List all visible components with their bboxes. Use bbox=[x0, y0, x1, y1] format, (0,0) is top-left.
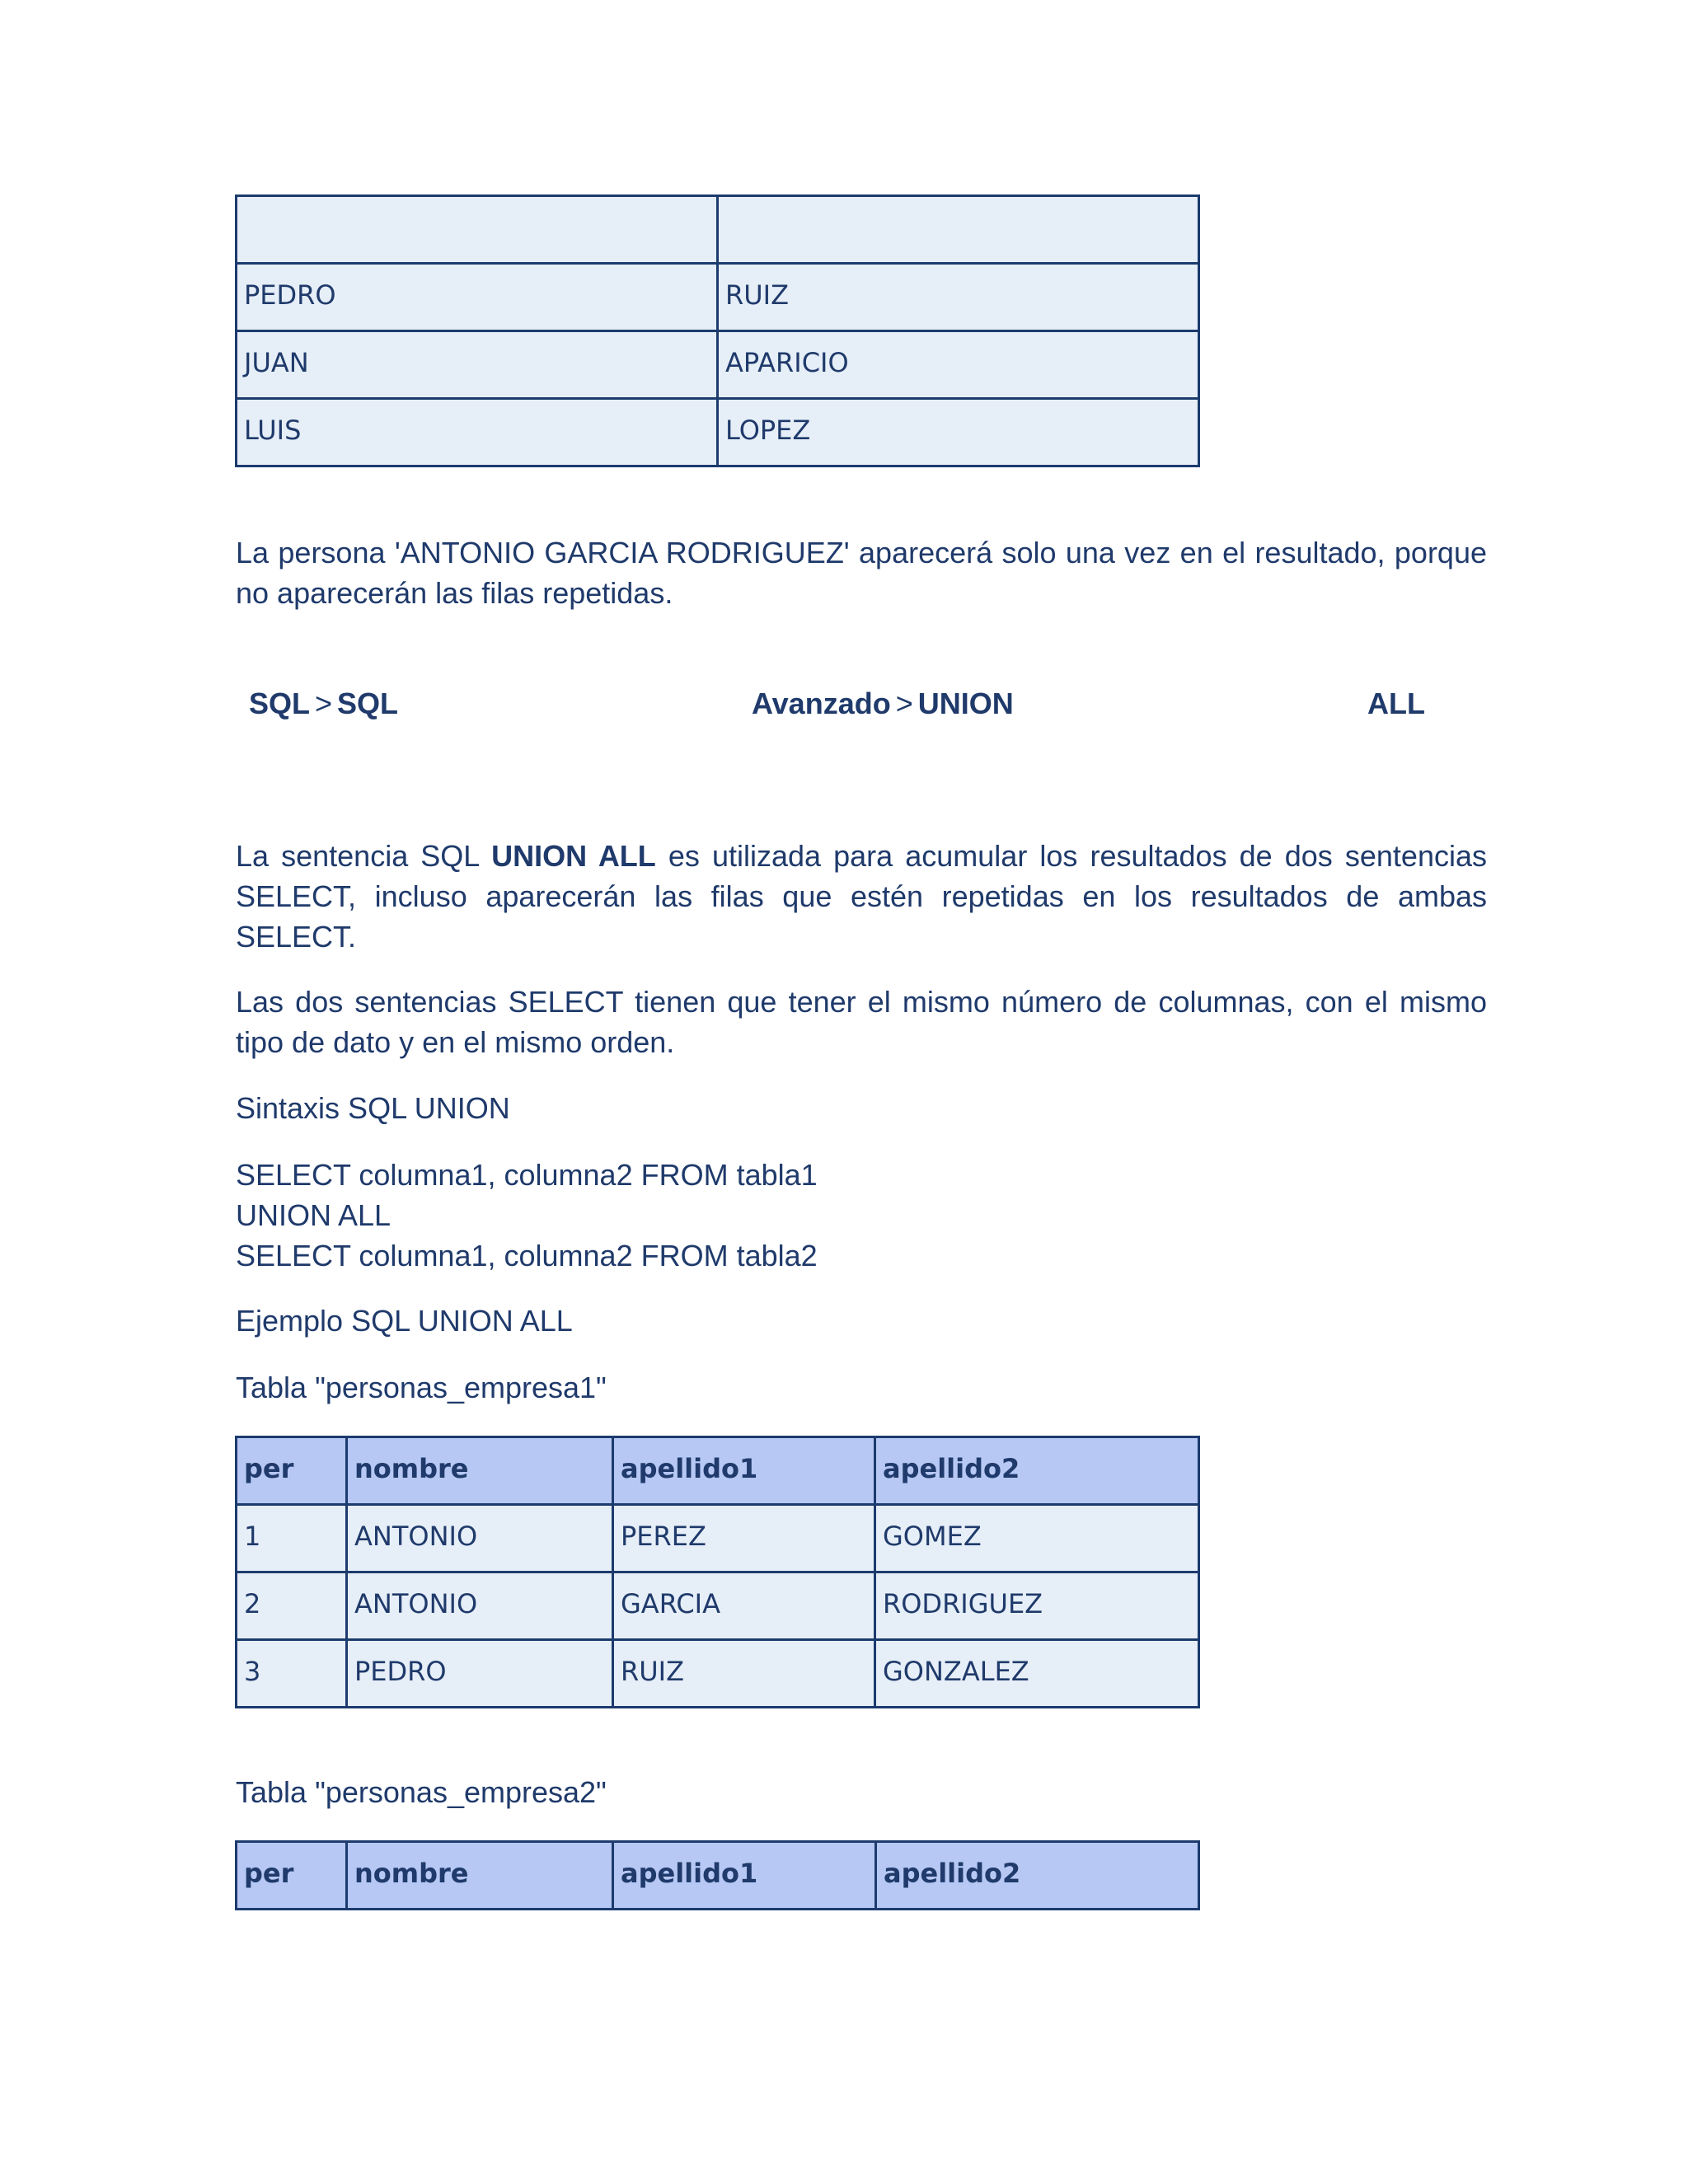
column-header: nombre bbox=[347, 1842, 613, 1910]
table-cell: PEDRO bbox=[347, 1640, 613, 1708]
table-cell bbox=[718, 196, 1199, 264]
table-row bbox=[237, 1640, 1199, 1708]
column-header: per bbox=[237, 1842, 347, 1910]
table-cell bbox=[237, 196, 718, 264]
table-cell: JUAN bbox=[237, 331, 718, 399]
table-row bbox=[237, 1505, 1199, 1572]
syntax-line: SELECT columna1, columna2 FROM tabla1 bbox=[236, 1158, 818, 1192]
breadcrumb-separator: > bbox=[315, 687, 333, 720]
column-header: per bbox=[237, 1437, 347, 1505]
intro-text-rest: es utilizada para acumular los resultados de dos sentencias SELECT, incluso aparecerán las filas que estén repetidas en los resultados de ambas SELECT. bbox=[236, 839, 1487, 954]
example-title: Ejemplo SQL UNION ALL bbox=[236, 1304, 573, 1338]
table-cell: RUIZ bbox=[613, 1640, 875, 1708]
table-cell: RODRIGUEZ bbox=[875, 1572, 1199, 1640]
syntax-title: Sintaxis SQL UNION bbox=[236, 1091, 510, 1125]
breadcrumb-item: ALL bbox=[1367, 687, 1425, 720]
table-cell: APARICIO bbox=[718, 331, 1199, 399]
table-cell: 2 bbox=[237, 1572, 347, 1640]
table-cell: PEDRO bbox=[237, 264, 718, 331]
result-table bbox=[235, 194, 1200, 467]
breadcrumb-separator: > bbox=[895, 687, 913, 720]
personas-empresa2-table bbox=[235, 1840, 1200, 1910]
intro-paragraph bbox=[236, 836, 1487, 957]
breadcrumb-item: Avanzado bbox=[752, 687, 891, 720]
table-row bbox=[237, 331, 1199, 399]
table-row bbox=[237, 196, 1199, 264]
breadcrumb-start bbox=[249, 687, 398, 721]
breadcrumb-end bbox=[1367, 687, 1425, 721]
table-cell: LUIS bbox=[237, 399, 718, 466]
table-row bbox=[237, 1572, 1199, 1640]
breadcrumb-middle bbox=[752, 687, 1014, 721]
table2-caption: Tabla "personas_empresa2" bbox=[236, 1775, 607, 1809]
table-cell: ANTONIO bbox=[347, 1505, 613, 1572]
table-cell: ANTONIO bbox=[347, 1572, 613, 1640]
table-cell: GARCIA bbox=[613, 1572, 875, 1640]
table-cell: PEREZ bbox=[613, 1505, 875, 1572]
column-header: apellido1 bbox=[613, 1842, 876, 1910]
table-row bbox=[237, 264, 1199, 331]
breadcrumb-item: SQL bbox=[337, 687, 399, 720]
table-cell: RUIZ bbox=[718, 264, 1199, 331]
table-cell: GOMEZ bbox=[875, 1505, 1199, 1572]
table-cell: 3 bbox=[237, 1640, 347, 1708]
column-header: nombre bbox=[347, 1437, 613, 1505]
column-header: apellido2 bbox=[876, 1842, 1199, 1910]
breadcrumb-item: UNION bbox=[917, 687, 1014, 720]
intro-text: La sentencia SQL bbox=[236, 839, 492, 873]
note-paragraph: La persona 'ANTONIO GARCIA RODRIGUEZ' aparecerá solo una vez en el resultado, porque no aparecerán las filas repetidas. bbox=[236, 536, 1487, 610]
syntax-block bbox=[236, 1155, 1487, 1276]
table-row bbox=[237, 399, 1199, 466]
intro-keyword: UNION ALL bbox=[491, 839, 656, 873]
personas-empresa1-table bbox=[235, 1436, 1200, 1708]
syntax-line: SELECT columna1, columna2 FROM tabla2 bbox=[236, 1239, 818, 1272]
column-header: apellido2 bbox=[875, 1437, 1199, 1505]
syntax-line: UNION ALL bbox=[236, 1198, 392, 1232]
column-header: apellido1 bbox=[613, 1437, 875, 1505]
table-cell: LOPEZ bbox=[718, 399, 1199, 466]
table1-caption: Tabla "personas_empresa1" bbox=[236, 1371, 607, 1404]
rule-paragraph: Las dos sentencias SELECT tienen que tener el mismo número de columnas, con el mismo tipo de dato y en el mismo orden. bbox=[236, 985, 1487, 1059]
table-cell: 1 bbox=[237, 1505, 347, 1572]
table-header-row bbox=[237, 1842, 1199, 1910]
breadcrumb-item: SQL bbox=[249, 687, 311, 720]
table-header-row bbox=[237, 1437, 1199, 1505]
table-cell: GONZALEZ bbox=[875, 1640, 1199, 1708]
